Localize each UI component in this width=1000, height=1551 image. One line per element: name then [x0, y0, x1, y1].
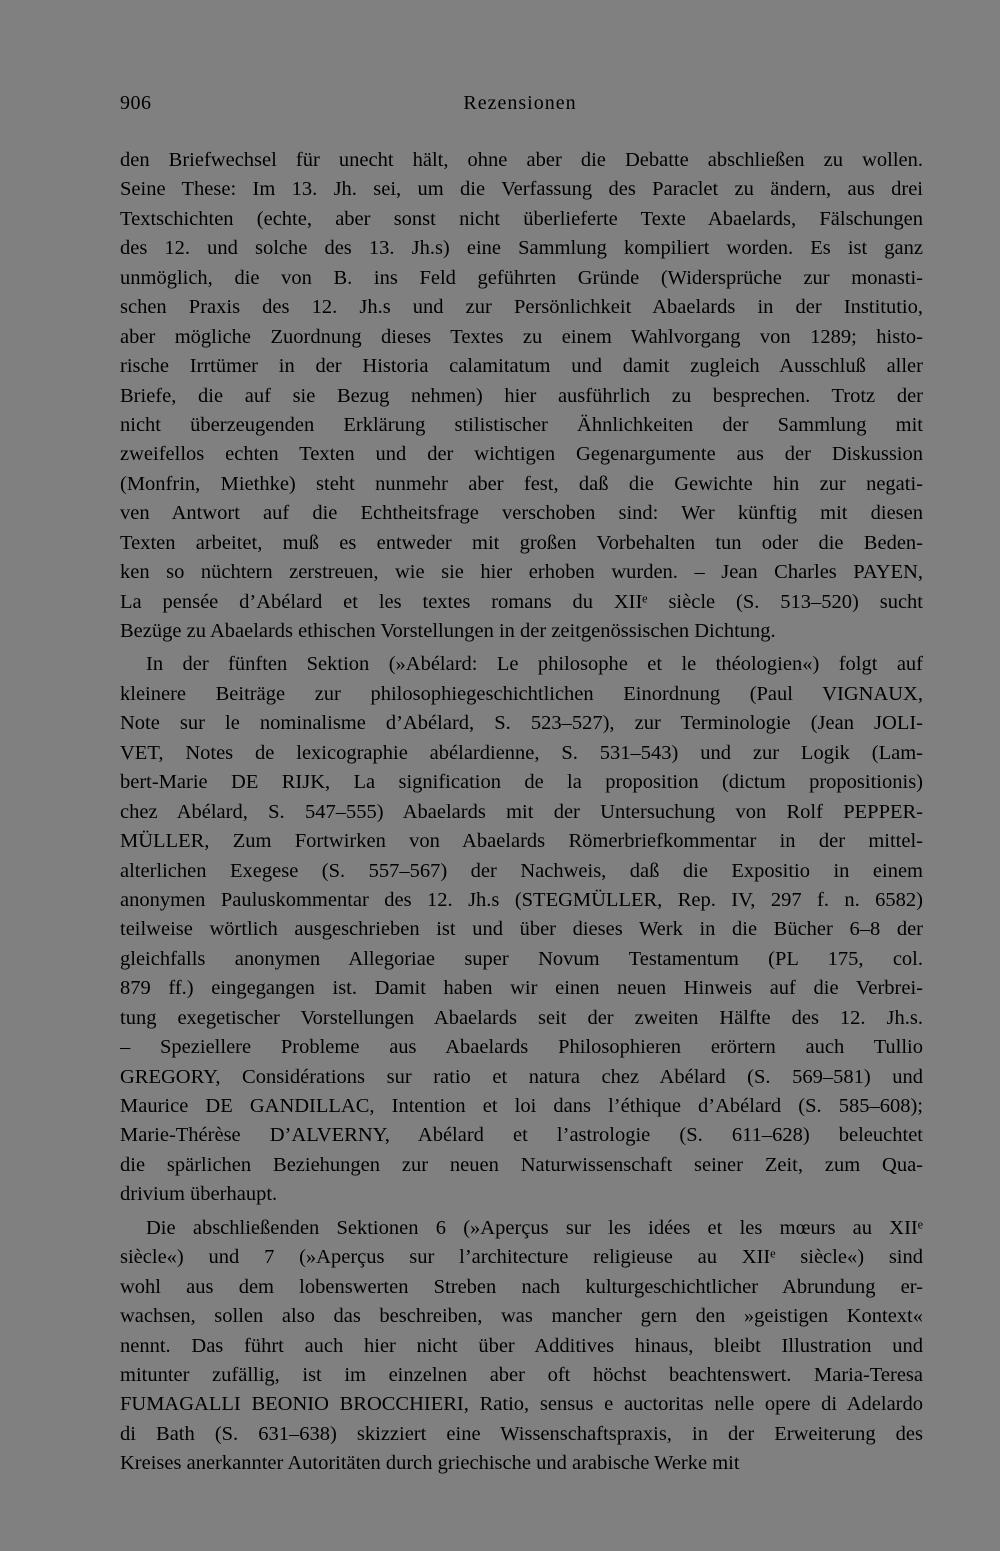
text-line: 879 ff.) eingegangen ist. Damit haben wir einen neuen Hinweis auf die Verbrei- [120, 977, 923, 1000]
text-line: zweifellos echten Texten und der wichtigen Gegenargumente aus der Diskussion [120, 443, 923, 466]
text-line: FUMAGALLI BEONIO BROCCHIERI, Ratio, sensus e auctoritas nelle opere di Adelardo [120, 1393, 923, 1416]
paragraph [120, 146, 923, 646]
running-title: Rezensionen [463, 92, 577, 114]
text-line: kleinere Beiträge zur philosophiegeschichtlichen Einordnung (Paul VIGNAUX, [120, 682, 923, 705]
text-line: Texten arbeitet, muß es entweder mit großen Vorbehalten tun oder die Beden- [120, 531, 923, 554]
text-line: Die abschließenden Sektionen 6 (»Aperçus sur les idées et les mœurs au XIIᵉ [146, 1216, 923, 1239]
text-line: tung exegetischer Vorstellungen Abaelards seit der zweiten Hälfte des 12. Jh.s. [120, 1006, 923, 1029]
text-line: drivium überhaupt. [120, 1183, 278, 1206]
text-line: Marie-Thérèse D’ALVERNY, Abélard et l’astrologie (S. 611–628) beleuchtet [120, 1124, 923, 1147]
text-line: anonymen Pauluskommentar des 12. Jh.s (STEGMÜLLER, Rep. IV, 297 f. n. 6582) [120, 888, 923, 911]
text-line: siècle«) und 7 (»Aperçus sur l’architecture religieuse au XIIᵉ siècle«) sind [120, 1246, 923, 1269]
paragraph [120, 650, 923, 1209]
text-line: VET, Notes de lexicographie abélardienne, S. 531–543) und zur Logik (Lam- [120, 741, 923, 764]
text-line: Textschichten (echte, aber sonst nicht überlieferte Texte Abaelards, Fälschungen [120, 207, 923, 230]
text-line: (Monfrin, Miethke) steht nunmehr aber fest, daß die Gewichte hin zur negati- [120, 472, 923, 495]
text-line: bert-Marie DE RIJK, La signification de la proposition (dictum propositionis) [120, 771, 923, 794]
text-line: den Briefwechsel für unecht hält, ohne aber die Debatte abschließen zu wollen. [120, 149, 923, 171]
text-line: die spärlichen Beziehungen zur neuen Naturwissenschaft seiner Zeit, zum Qua- [120, 1153, 923, 1176]
text-body [120, 146, 923, 1479]
text-line: Seine These: Im 13. Jh. sei, um die Verfassung des Paraclet zu ändern, aus drei [120, 178, 923, 201]
text-line: chez Abélard, S. 547–555) Abaelards mit der Untersuchung von Rolf PEPPER- [120, 800, 923, 823]
text-line: nicht überzeugenden Erklärung stilistischer Ähnlichkeiten der Sammlung mit [120, 413, 923, 436]
page-header [120, 92, 920, 122]
text-line: Briefe, die auf sie Bezug nehmen) hier ausführlich zu besprechen. Trotz der [120, 384, 923, 407]
text-line: Bezüge zu Abaelards ethischen Vorstellungen in der zeitgenössischen Dichtung. [120, 620, 776, 642]
text-line: Note sur le nominalisme d’Abélard, S. 523–527), zur Terminologie (Jean JOLI- [120, 712, 923, 735]
text-line: ken so nüchtern zerstreuen, wie sie hier erhoben wurden. – Jean Charles PAYEN, [120, 561, 923, 584]
text-line: GREGORY, Considérations sur ratio et natura chez Abélard (S. 569–581) und [120, 1065, 923, 1088]
text-line: nennt. Das führt auch hier nicht über Additives hinaus, bleibt Illustration und [120, 1334, 923, 1357]
text-line: MÜLLER, Zum Fortwirken von Abaelards Römerbriefkommentar in der mittel- [120, 830, 923, 853]
text-line: teilweise wörtlich ausgeschrieben ist und über dieses Werk in die Bücher 6–8 der [120, 918, 923, 941]
text-line: gleichfalls anonymen Allegoriae super Novum Testamentum (PL 175, col. [120, 947, 923, 970]
text-line: La pensée d’Abélard et les textes romans du XIIᵉ siècle (S. 513–520) sucht [120, 590, 923, 613]
text-line: wohl aus dem lobenswerten Streben nach kulturgeschichtlicher Abrundung er- [120, 1275, 923, 1298]
text-line: des 12. und solche des 13. Jh.s) eine Sammlung kompiliert worden. Es ist ganz [120, 237, 923, 260]
text-line: In der fünften Sektion (»Abélard: Le philosophe et le théologien«) folgt auf [146, 653, 923, 676]
page-number: 906 [120, 92, 152, 114]
text-line: Kreises anerkannter Autoritäten durch griechische und arabische Werke mit [120, 1452, 740, 1475]
paragraph [120, 1214, 923, 1479]
text-line: ven Antwort auf die Echtheitsfrage verschoben sind: Wer künftig mit diesen [120, 502, 923, 525]
text-line: alterlichen Exegese (S. 557–567) der Nachweis, daß die Expositio in einem [120, 859, 923, 882]
text-line: unmöglich, die von B. ins Feld geführten Gründe (Widersprüche zur monasti- [120, 266, 923, 289]
text-line: rische Irrtümer in der Historia calamitatum und damit zugleich Ausschluß aller [120, 355, 923, 378]
text-line: di Bath (S. 631–638) skizziert eine Wissenschaftspraxis, in der Erweiterung des [120, 1422, 923, 1445]
text-line: Maurice DE GANDILLAC, Intention et loi dans l’éthique d’Abélard (S. 585–608); [120, 1095, 923, 1117]
text-line: aber mögliche Zuordnung dieses Textes zu einem Wahlvorgang von 1289; histo- [120, 325, 923, 348]
text-line: – Speziellere Probleme aus Abaelards Philosophieren erörtern auch Tullio [120, 1036, 923, 1059]
text-line: wachsen, sollen also das beschreiben, was mancher gern den »geistigen Kontext« [120, 1305, 923, 1328]
text-line: schen Praxis des 12. Jh.s und zur Persönlichkeit Abaelards in der Institutio, [120, 296, 923, 319]
text-line: mitunter zufällig, ist im einzelnen aber oft höchst beachtenswert. Maria-Teresa [120, 1363, 923, 1386]
